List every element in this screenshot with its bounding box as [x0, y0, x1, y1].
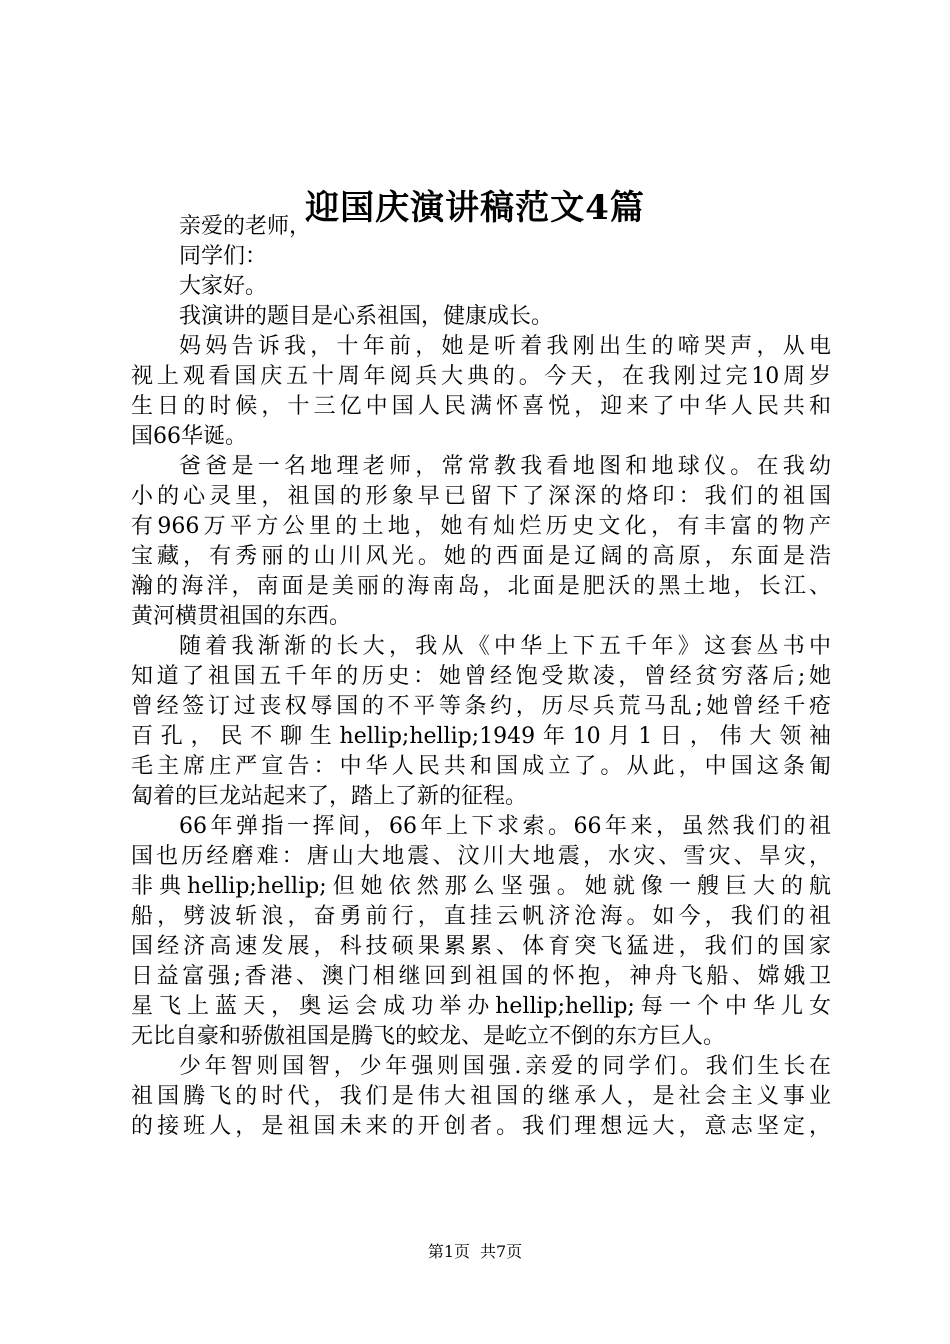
text-line: 黄河横贯祖国的东西。 — [131, 604, 352, 629]
text-line: 祖国腾飞的时代，我们是伟大祖国的继承人，是社会主义事业 — [131, 1084, 831, 1109]
text-line: 星飞上蓝天，奥运会成功举办hellip;hellip;每一个中华儿女 — [131, 994, 831, 1019]
text-line: 小的心灵里，祖国的形象早已留下了深深的烙印：我们的祖国 — [131, 484, 831, 509]
text-line: 同学们： — [179, 244, 268, 269]
text-line: 少年智则国智，少年强则国强.亲爱的同学们。我们生长在 — [179, 1054, 831, 1079]
text-line: 大家好。 — [179, 274, 268, 299]
text-line: 亲爱的老师， — [179, 214, 312, 239]
text-line: 无比自豪和骄傲祖国是腾飞的蛟龙、是屹立不倒的东方巨人。 — [131, 1024, 726, 1049]
text-line: 有966万平方公里的土地，她有灿烂历史文化，有丰富的物产 — [131, 514, 831, 539]
document-title: 迎国庆演讲稿范文4篇 — [305, 188, 645, 228]
text-line: 妈妈告诉我，十年前，她是听着我刚出生的啼哭声，从电 — [179, 334, 831, 359]
text-line: 毛主席庄严宣告：中华人民共和国成立了。从此，中国这条匍 — [131, 754, 831, 779]
text-line: 爸爸是一名地理老师，常常教我看地图和地球仪。在我幼 — [179, 454, 831, 479]
text-line: 匐着的巨龙站起来了，踏上了新的征程。 — [131, 784, 528, 809]
text-line: 随着我渐渐的长大，我从《中华上下五千年》这套丛书中 — [179, 634, 831, 659]
text-line: 日益富强;香港、澳门相继回到祖国的怀抱，神舟飞船、嫦娥卫 — [131, 964, 831, 989]
page-number: 第1页 — [427, 1242, 470, 1261]
text-line: 非典hellip;hellip;但她依然那么坚强。她就像一艘巨大的航 — [131, 874, 831, 899]
text-line: 宝藏，有秀丽的山川风光。她的西面是辽阔的高原，东面是浩 — [131, 544, 831, 569]
text-line: 国66华诞。 — [131, 424, 247, 449]
text-line: 船，劈波斩浪，奋勇前行，直挂云帆济沧海。如今，我们的祖 — [131, 904, 831, 929]
text-line: 生日的时候，十三亿中国人民满怀喜悦，迎来了中华人民共和 — [131, 394, 831, 419]
document-body — [131, 212, 831, 1142]
text-line: 曾经签订过丧权辱国的不平等条约，历尽兵荒马乱;她曾经千疮 — [131, 694, 831, 719]
text-line: 我演讲的题目是心系祖国，健康成长。 — [179, 304, 554, 329]
text-line: 66年弹指一挥间，66年上下求索。66年来，虽然我们的祖 — [179, 814, 831, 839]
text-line: 瀚的海洋，南面是美丽的海南岛，北面是肥沃的黑土地，长江、 — [131, 574, 831, 599]
text-line: 国也历经磨难：唐山大地震、汶川大地震，水灾、雪灾、旱灾， — [131, 844, 831, 869]
text-line: 百孔，民不聊生hellip;hellip;1949年10月1日，伟大领袖 — [131, 724, 831, 749]
text-line: 国经济高速发展，科技硕果累累、体育突飞猛进，我们的国家 — [131, 934, 831, 959]
text-line: 知道了祖国五千年的历史：她曾经饱受欺凌，曾经贫穷落后;她 — [131, 664, 831, 689]
text-line: 视上观看国庆五十周年阅兵大典的。今天，在我刚过完10周岁 — [131, 364, 831, 389]
text-line: 的接班人，是祖国未来的开创者。我们理想远大，意志坚定， — [131, 1114, 831, 1139]
page-footer — [0, 1240, 950, 1264]
page-total: 共7页 — [480, 1242, 523, 1261]
